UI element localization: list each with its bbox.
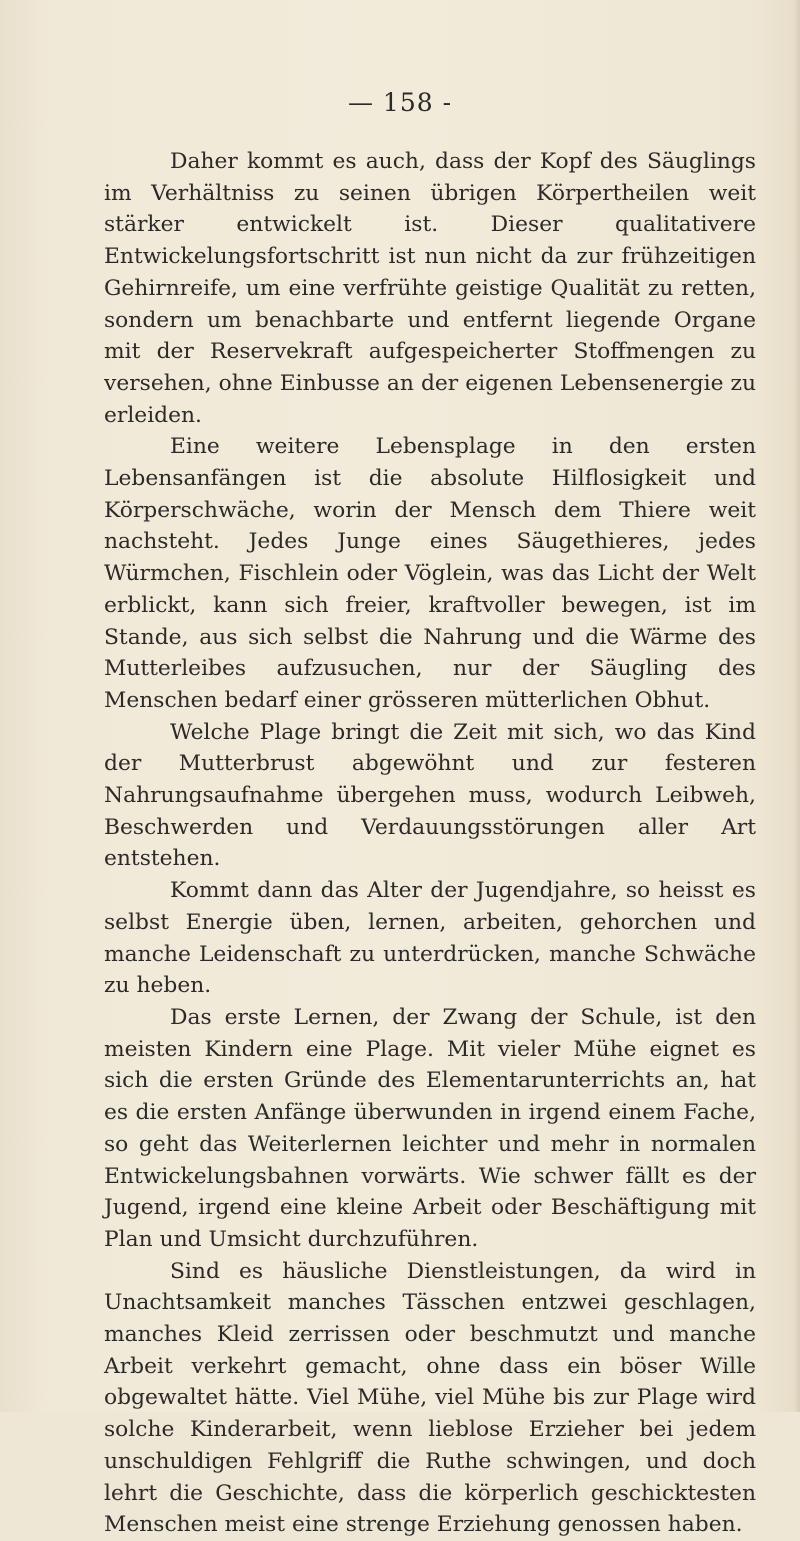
paragraph: Eine weitere Lebensplage in den ersten Lebensanfängen ist die absolute Hilflosigkeit und Körperschwäche, worin der Mensch dem Thiere weit nachsteht. Jedes Junge eines Säugethieres, jedes Würmchen, Fischlein oder Vöglein, was das Licht der Welt erblickt, kann sich freier, kraftvoller bewegen, ist im Stande, aus sich selbst die Nahrung und die Wärme des Mutterleibes aufzusuchen, nur der Säugling des Menschen bedarf einer grösseren mütterlichen Obhut. [104,434,756,713]
paragraph: Das erste Lernen, der Zwang der Schule, ist den meisten Kindern eine Plage. Mit vieler Mühe eignet es sich die ersten Gründe des Elementarunterrichts an, hat es die ersten Anfänge überwunden in irgend einem Fache, so geht das Weiterlernen leichter und mehr in normalen Entwickelungsbahnen vorwärts. Wie schwer fällt es der Jugend, irgend eine kleine Arbeit oder Beschäftigung mit Plan und Umsicht durchzuführen. [104,1004,756,1252]
page-number: — 158 - [347,88,453,117]
page-edge-shadow [794,0,800,1412]
paragraph: Sind es häusliche Dienstleistungen, da wird in Unachtsamkeit manches Tässchen entzwei geschlagen, manches Kleid zerrissen oder beschmutzt und manche Arbeit verkehrt gemacht, ohne dass ein böser Wille obgewaltet hätte. Viel Mühe, viel Mühe bis zur Plage wird solche Kinderarbeit, wenn lieblose Erzieher bei jedem unschuldigen Fehlgriff die Ruthe schwingen, und doch lehrt die Geschichte, dass die körperlich geschicktesten Menschen meist eine strenge Erziehung genossen haben. [104,1258,756,1538]
paragraph: Daher kommt es auch, dass der Kopf des Säuglings im Verhältniss zu seinen übrigen Körpertheilen weit stärker entwickelt ist. Dieser qualitativere Entwickelungsfortschritt ist nun nicht da zur frühzeitigen Gehirnreife, um eine verfrühte geistige Qualität zu retten, sondern um benachbarte und entfernt liegende Organe mit der Reservekraft aufgespeicherter Stoffmengen zu versehen, ohne Einbusse an der eigenen Lebensenergie zu erleiden. [104,149,756,428]
paragraph: Kommt dann das Alter der Jugendjahre, so heisst es selbst Energie üben, lernen, arbeiten, gehorchen und manche Leidenschaft zu unterdrücken, manche Schwäche zu heben. [104,878,756,999]
body-text [104,146,756,1541]
paragraph: Welche Plage bringt die Zeit mit sich, wo das Kind der Mutterbrust abgewöhnt und zur festeren Nahrungsaufnahme übergehen muss, wodurch Leibweh, Beschwerden und Verdauungsstörungen aller Art entstehen. [104,719,756,872]
